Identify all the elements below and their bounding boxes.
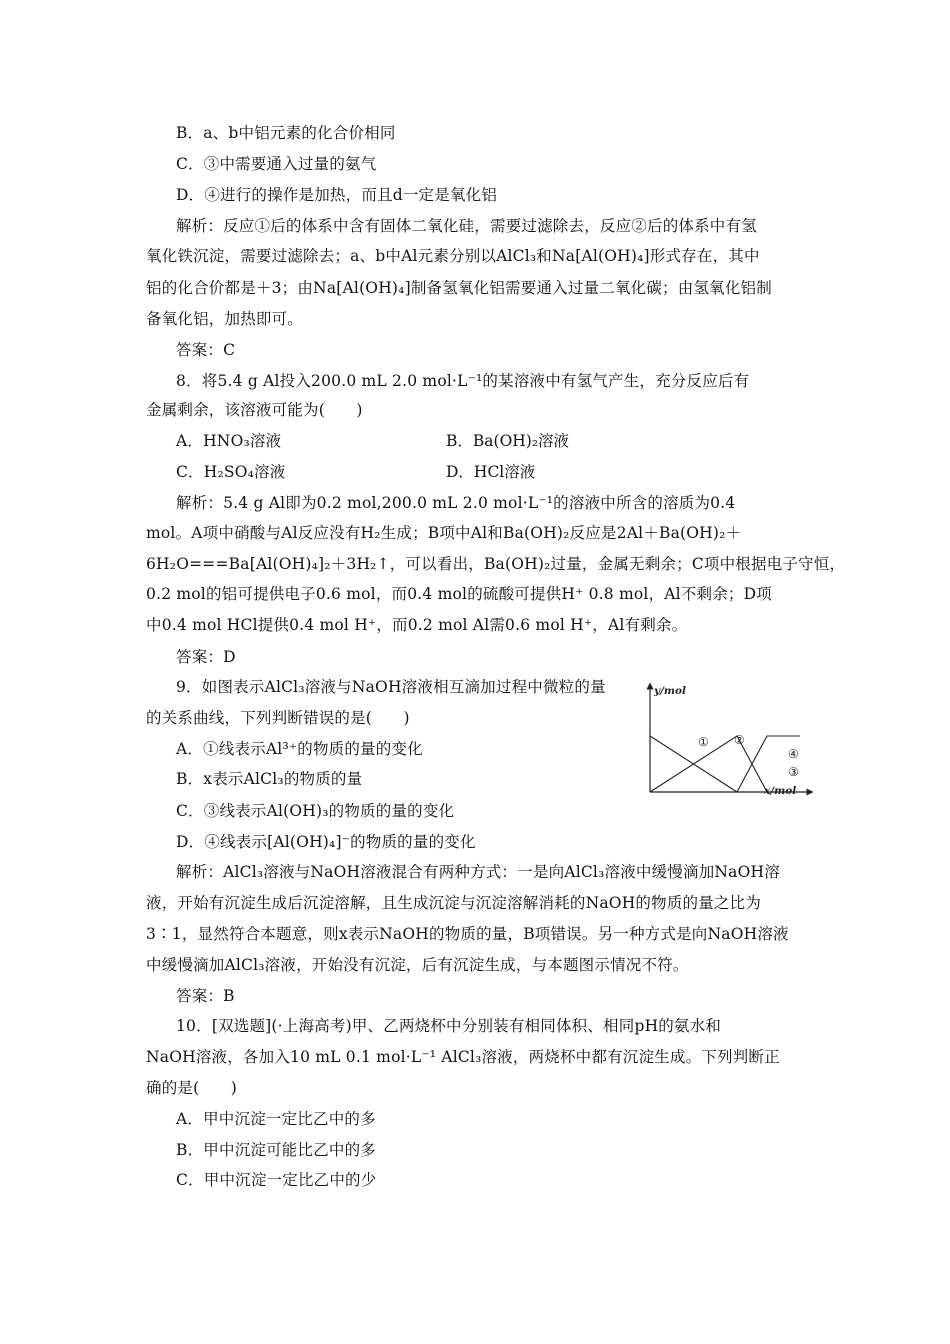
q8-option-c: C．H₂SO₄溶液 bbox=[176, 463, 286, 481]
q9-stem-line: 的关系曲线，下列判断错误的是( ) bbox=[146, 709, 410, 727]
q9-stem-line: 9．如图表示AlCl₃溶液与NaOH溶液相互滴加过程中微粒的量 bbox=[176, 678, 606, 696]
q9-option-b: B．x表示AlCl₃的物质的量 bbox=[176, 770, 363, 788]
q9-option-a: A．①线表示Al³⁺的物质的量的变化 bbox=[176, 740, 423, 758]
x-axis-label: x/mol bbox=[764, 785, 797, 797]
q8-option-d: D．HCl溶液 bbox=[446, 463, 536, 481]
y-axis-label: y/mol bbox=[654, 685, 687, 697]
curve-label-2: ② bbox=[734, 733, 745, 747]
q7-option-c: C．③中需要通入过量的氨气 bbox=[176, 155, 377, 173]
q10-stem-line: 确的是( ) bbox=[146, 1079, 237, 1097]
q9-analysis-line: 中缓慢滴加AlCl₃溶液，开始没有沉淀，后有沉淀生成，与本题图示情况不符。 bbox=[146, 956, 689, 974]
q9-analysis-line: 液，开始有沉淀生成后沉淀溶解，且生成沉淀与沉淀溶解消耗的NaOH的物质的量之比为 bbox=[146, 894, 762, 912]
q8-stem-line: 金属剩余，该溶液可能为( ) bbox=[146, 401, 363, 419]
q9-answer: 答案：B bbox=[176, 987, 235, 1005]
q8-option-b: B．Ba(OH)₂溶液 bbox=[446, 432, 570, 450]
q10-option-b: B．甲中沉淀可能比乙中的多 bbox=[176, 1141, 376, 1159]
q8-analysis-line: 中0.4 mol HCl提供0.4 mol H⁺，而0.2 mol Al需0.6 mol H⁺，Al有剩余。 bbox=[146, 616, 688, 634]
q7-analysis-line: 解析：反应①后的体系中含有固体二氧化硅，需要过滤除去，反应②后的体系中有氢 bbox=[176, 217, 757, 235]
curve-4 bbox=[737, 736, 800, 792]
q7-analysis-line: 备氧化铝，加热即可。 bbox=[146, 310, 304, 328]
q9-option-d: D．④线表示[Al(OH)₄]⁻的物质的量的变化 bbox=[176, 833, 476, 851]
q10-stem-line: NaOH溶液，各加入10 mL 0.1 mol·L⁻¹ AlCl₃溶液，两烧杯中都有沉淀生成。下列判断正 bbox=[146, 1048, 780, 1066]
q8-answer: 答案：D bbox=[176, 648, 236, 666]
curve-label-3: ③ bbox=[788, 765, 799, 779]
q10-option-c: C．甲中沉淀一定比乙中的少 bbox=[176, 1171, 377, 1189]
q9-analysis-line: 3∶1，显然符合本题意，则x表示NaOH的物质的量，B项错误。另一种方式是向NaOH溶液 bbox=[146, 925, 789, 943]
q10-option-a: A．甲中沉淀一定比乙中的多 bbox=[176, 1110, 376, 1128]
q7-option-b: B．a、b中铝元素的化合价相同 bbox=[176, 124, 396, 142]
q8-stem-line: 8．将5.4 g Al投入200.0 mL 2.0 mol·L⁻¹的某溶液中有氢气产生，充分反应后有 bbox=[176, 372, 750, 390]
q7-analysis-line: 铝的化合价都是＋3；由Na[Al(OH)₄]制备氢氧化铝需要通入过量二氧化碳；由氢氧化铝制 bbox=[146, 279, 772, 297]
q7-answer: 答案：C bbox=[176, 341, 236, 359]
q9-graph bbox=[640, 680, 820, 800]
curve-label-4: ④ bbox=[788, 747, 799, 761]
q9-analysis-line: 解析：AlCl₃溶液与NaOH溶液混合有两种方式：一是向AlCl₃溶液中缓慢滴加NaOH溶 bbox=[176, 863, 780, 881]
curve-label-1: ① bbox=[698, 735, 709, 749]
q7-option-d: D．④进行的操作是加热，而且d一定是氧化铝 bbox=[176, 186, 498, 204]
q8-analysis-line: 6H₂O===Ba[Al(OH)₄]₂＋3H₂↑，可以看出，Ba(OH)₂过量，金属无剩余；C项中根据电子守恒， bbox=[146, 555, 846, 573]
q8-analysis-line: 解析：5.4 g Al即为0.2 mol,200.0 mL 2.0 mol·L⁻¹的溶液中所含的溶质为0.4 bbox=[176, 494, 736, 512]
q9-option-c: C．③线表示Al(OH)₃的物质的量的变化 bbox=[176, 802, 455, 820]
q10-stem-line: 10．[双选题](·上海高考)甲、乙两烧杯中分别装有相同体积、相同pH的氨水和 bbox=[176, 1017, 722, 1035]
q8-analysis-line: 0.2 mol的铝可提供电子0.6 mol，而0.4 mol的硫酸可提供H⁺ 0.8 mol，Al不剩余；D项 bbox=[146, 585, 772, 603]
q8-option-a: A．HNO₃溶液 bbox=[176, 432, 282, 450]
q8-analysis-line: mol。A项中硝酸与Al反应没有H₂生成；B项中Al和Ba(OH)₂反应是2Al＋Ba(OH)₂＋ bbox=[146, 524, 742, 542]
q7-analysis-line: 氧化铁沉淀，需要过滤除去；a、b中Al元素分别以AlCl₃和Na[Al(OH)₄]形式存在，其中 bbox=[146, 247, 760, 265]
